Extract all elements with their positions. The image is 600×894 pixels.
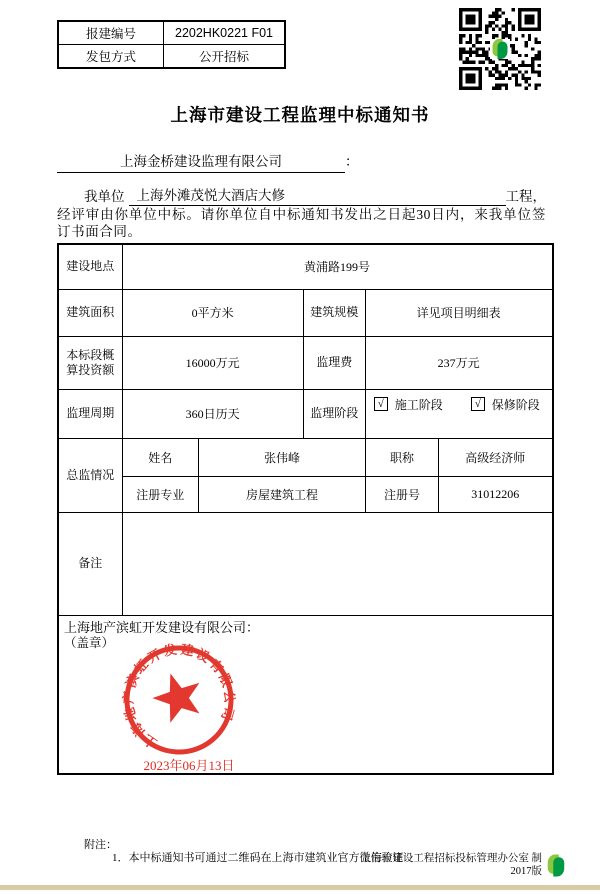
issuing-company-name: 上海地产滨虹开发建设有限公司：: [64, 619, 260, 635]
signature-section: [58, 615, 553, 774]
location-label: 建设地点: [58, 244, 122, 289]
winning-company-name: 上海金桥建设监理有限公司: [57, 150, 345, 173]
project-info-table: [57, 243, 554, 775]
issuer-block: [290, 853, 542, 878]
notice-body: [57, 187, 546, 241]
stamp-company-text: 上海地产滨虹开发建设有限公司: [120, 641, 238, 751]
seal-note: （盖章）: [64, 635, 115, 650]
body-prefix: 我单位: [84, 189, 125, 204]
project-name: 上海外滩茂悦大酒店大修: [129, 187, 506, 206]
page-title: 上海市建设工程监理中标通知书: [170, 105, 430, 125]
fee-value: 237万元: [365, 336, 552, 389]
investment-value: 16000万元: [122, 336, 303, 389]
registration-number-label: 报建编号: [58, 21, 164, 45]
construction-stage-option: [374, 396, 443, 413]
investment-label: 本标段概算投资额: [58, 336, 122, 389]
table-row: [58, 389, 553, 438]
supervisor-name-label: 姓名: [123, 439, 199, 477]
remark-label: 备注: [58, 512, 122, 615]
stage-options-cell: [365, 389, 552, 438]
scan-edge-band: [0, 885, 600, 890]
salutation-line: [57, 150, 359, 172]
area-value: 0平方米: [122, 289, 303, 336]
notice-body-line1: [57, 187, 546, 206]
registration-number-value: 2202HK0221 F01: [164, 21, 286, 45]
table-row: [58, 615, 553, 774]
table-row: [58, 512, 553, 615]
supervisor-major-label: 注册专业: [123, 477, 199, 512]
tender-method-value: 公开招标: [164, 45, 286, 69]
table-row: [58, 336, 553, 389]
qr-center-logo: [490, 39, 510, 59]
green-leaf-icon: [490, 8, 510, 90]
scale-value: 详见项目明细表: [365, 289, 552, 336]
remark-value: [122, 512, 553, 615]
period-value: 360日历天: [122, 389, 303, 438]
checkbox-checked-icon: √: [374, 397, 388, 411]
issuer-office: 上海市建设工程招标投标管理办公室 制: [360, 853, 542, 864]
location-value: 黄浦路199号: [122, 244, 553, 289]
supervisor-name-value: 张伟峰: [199, 439, 366, 477]
stamp-star-icon: [147, 665, 209, 725]
green-leaf-logo: [545, 852, 567, 879]
supervisor-regno-value: 31012206: [439, 477, 552, 512]
warranty-stage-label: 保修阶段: [491, 397, 540, 412]
supervisor-sub-table: [123, 439, 552, 512]
table-row: [58, 289, 553, 336]
supervisor-regno-label: 注册号: [366, 477, 439, 512]
fee-label: 监理费: [303, 336, 365, 389]
period-label: 监理周期: [58, 389, 122, 438]
construction-stage-label: 施工阶段: [394, 397, 443, 412]
supervisor-details-cell: [122, 438, 553, 512]
body-suffix: 工程，: [505, 189, 546, 204]
scale-label: 建筑规模: [303, 289, 365, 336]
form-version: 2017版: [510, 865, 542, 877]
award-date: 2023年06月13日: [143, 757, 235, 773]
warranty-stage-option: [471, 396, 540, 413]
table-row: [123, 477, 552, 512]
supervisor-section-label: 总监情况: [58, 438, 122, 512]
tender-method-label: 发包方式: [58, 45, 164, 69]
table-row: [58, 21, 285, 45]
footnote-item-1: 1．本中标通知书可通过二维码在上海市建筑业官方微信验证: [112, 852, 404, 864]
supervisor-major-value: 房屋建筑工程: [199, 477, 366, 512]
notice-body-text: 经评审由你单位中标。请你单位自中标通知书发出之日起30日内，来我单位签订书面合同。: [57, 206, 546, 239]
supervisor-title-label: 职称: [366, 439, 439, 477]
stage-label: 监理阶段: [303, 389, 365, 438]
table-row: [58, 438, 553, 512]
table-row: [58, 244, 553, 289]
verification-qr-code: [459, 8, 541, 90]
registration-header-table: [57, 20, 286, 69]
area-label: 建筑面积: [58, 289, 122, 336]
stage-options: [374, 396, 544, 413]
footnote-label: 附注：: [84, 839, 117, 851]
supervisor-title-value: 高级经济师: [439, 439, 552, 477]
salutation-colon: ：: [345, 154, 359, 169]
table-row: [58, 45, 285, 69]
table-row: [123, 439, 552, 477]
checkbox-checked-icon: √: [471, 397, 485, 411]
